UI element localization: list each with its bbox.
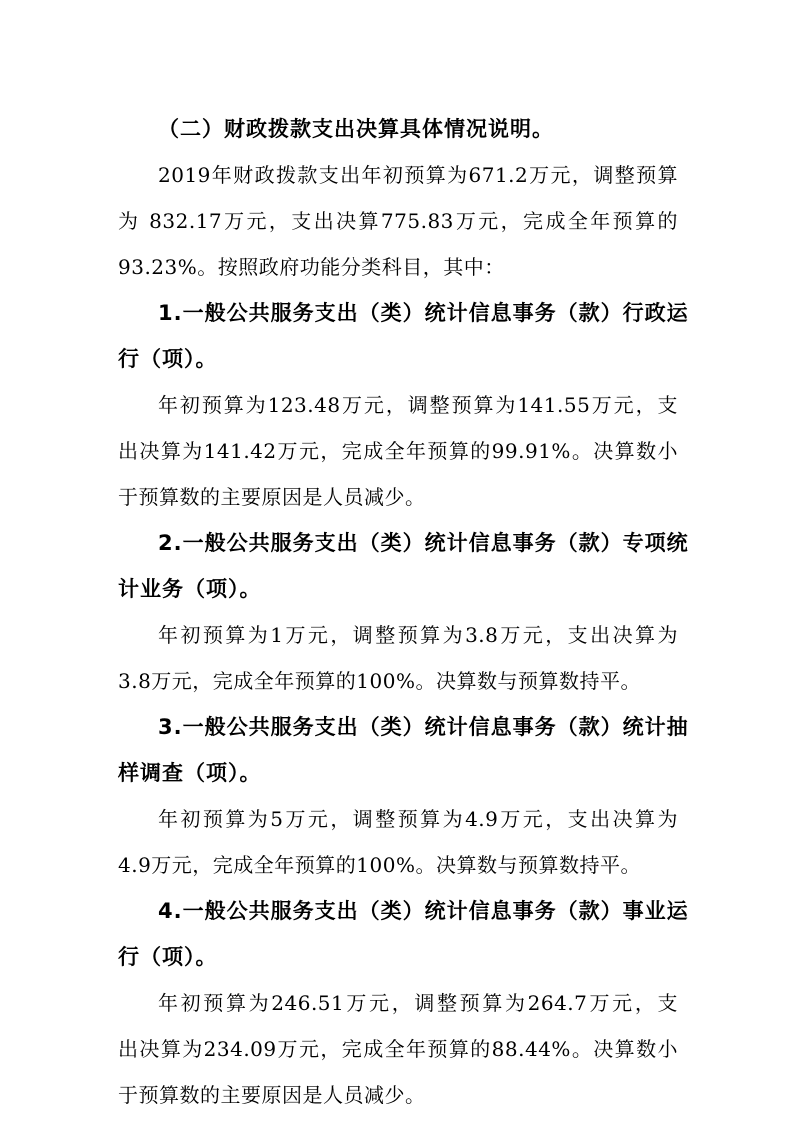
section-title: （二）财政拨款支出决算具体情况说明。: [158, 117, 554, 141]
item-2-body-line-2: 3.8万元，完成全年预算的100%。决算数与预算数持平。: [118, 669, 641, 693]
item-1-body-line-1: 年初预算为123.48万元，调整预算为141.55万元，支: [158, 393, 678, 417]
item-2-heading-line-2: 计业务（项）。: [118, 577, 262, 601]
item-3-body-line-1: 年初预算为5万元，调整预算为4.9万元，支出决算为: [158, 807, 678, 831]
item-1-heading-line-1: 1.一般公共服务支出（类）统计信息事务（款）行政运: [158, 301, 689, 325]
item-2-heading-line-1: 2.一般公共服务支出（类）统计信息事务（款）专项统: [158, 531, 689, 555]
item-3-heading-line-1: 3.一般公共服务支出（类）统计信息事务（款）统计抽: [158, 715, 689, 739]
item-1-body-line-3: 于预算数的主要原因是人员减少。: [118, 485, 426, 509]
item-1-heading-line-2: 行（项）。: [118, 347, 218, 371]
item-3-body-line-2: 4.9万元，完成全年预算的100%。决算数与预算数持平。: [118, 853, 641, 877]
item-2-body-line-1: 年初预算为1万元，调整预算为3.8万元，支出决算为: [158, 623, 678, 647]
item-4-body-line-2: 出决算为234.09万元，完成全年预算的88.44%。决算数小: [118, 1037, 678, 1061]
intro-line-3: 93.23%。按照政府功能分类科目，其中：: [118, 255, 505, 279]
intro-line-2: 为 832.17万元，支出决算775.83万元，完成全年预算的: [118, 209, 678, 233]
item-4-heading-line-1: 4.一般公共服务支出（类）统计信息事务（款）事业运: [158, 899, 689, 923]
intro-line-1: 2019年财政拨款支出年初预算为671.2万元，调整预算: [158, 163, 678, 187]
item-3-heading-line-2: 样调查（项）。: [118, 761, 262, 785]
item-4-body-line-3: 于预算数的主要原因是人员减少。: [118, 1083, 426, 1107]
item-1-body-line-2: 出决算为141.42万元，完成全年预算的99.91%。决算数小: [118, 439, 678, 463]
item-4-body-line-1: 年初预算为246.51万元，调整预算为264.7万元，支: [158, 991, 678, 1015]
item-4-heading-line-2: 行（项）。: [118, 945, 218, 969]
